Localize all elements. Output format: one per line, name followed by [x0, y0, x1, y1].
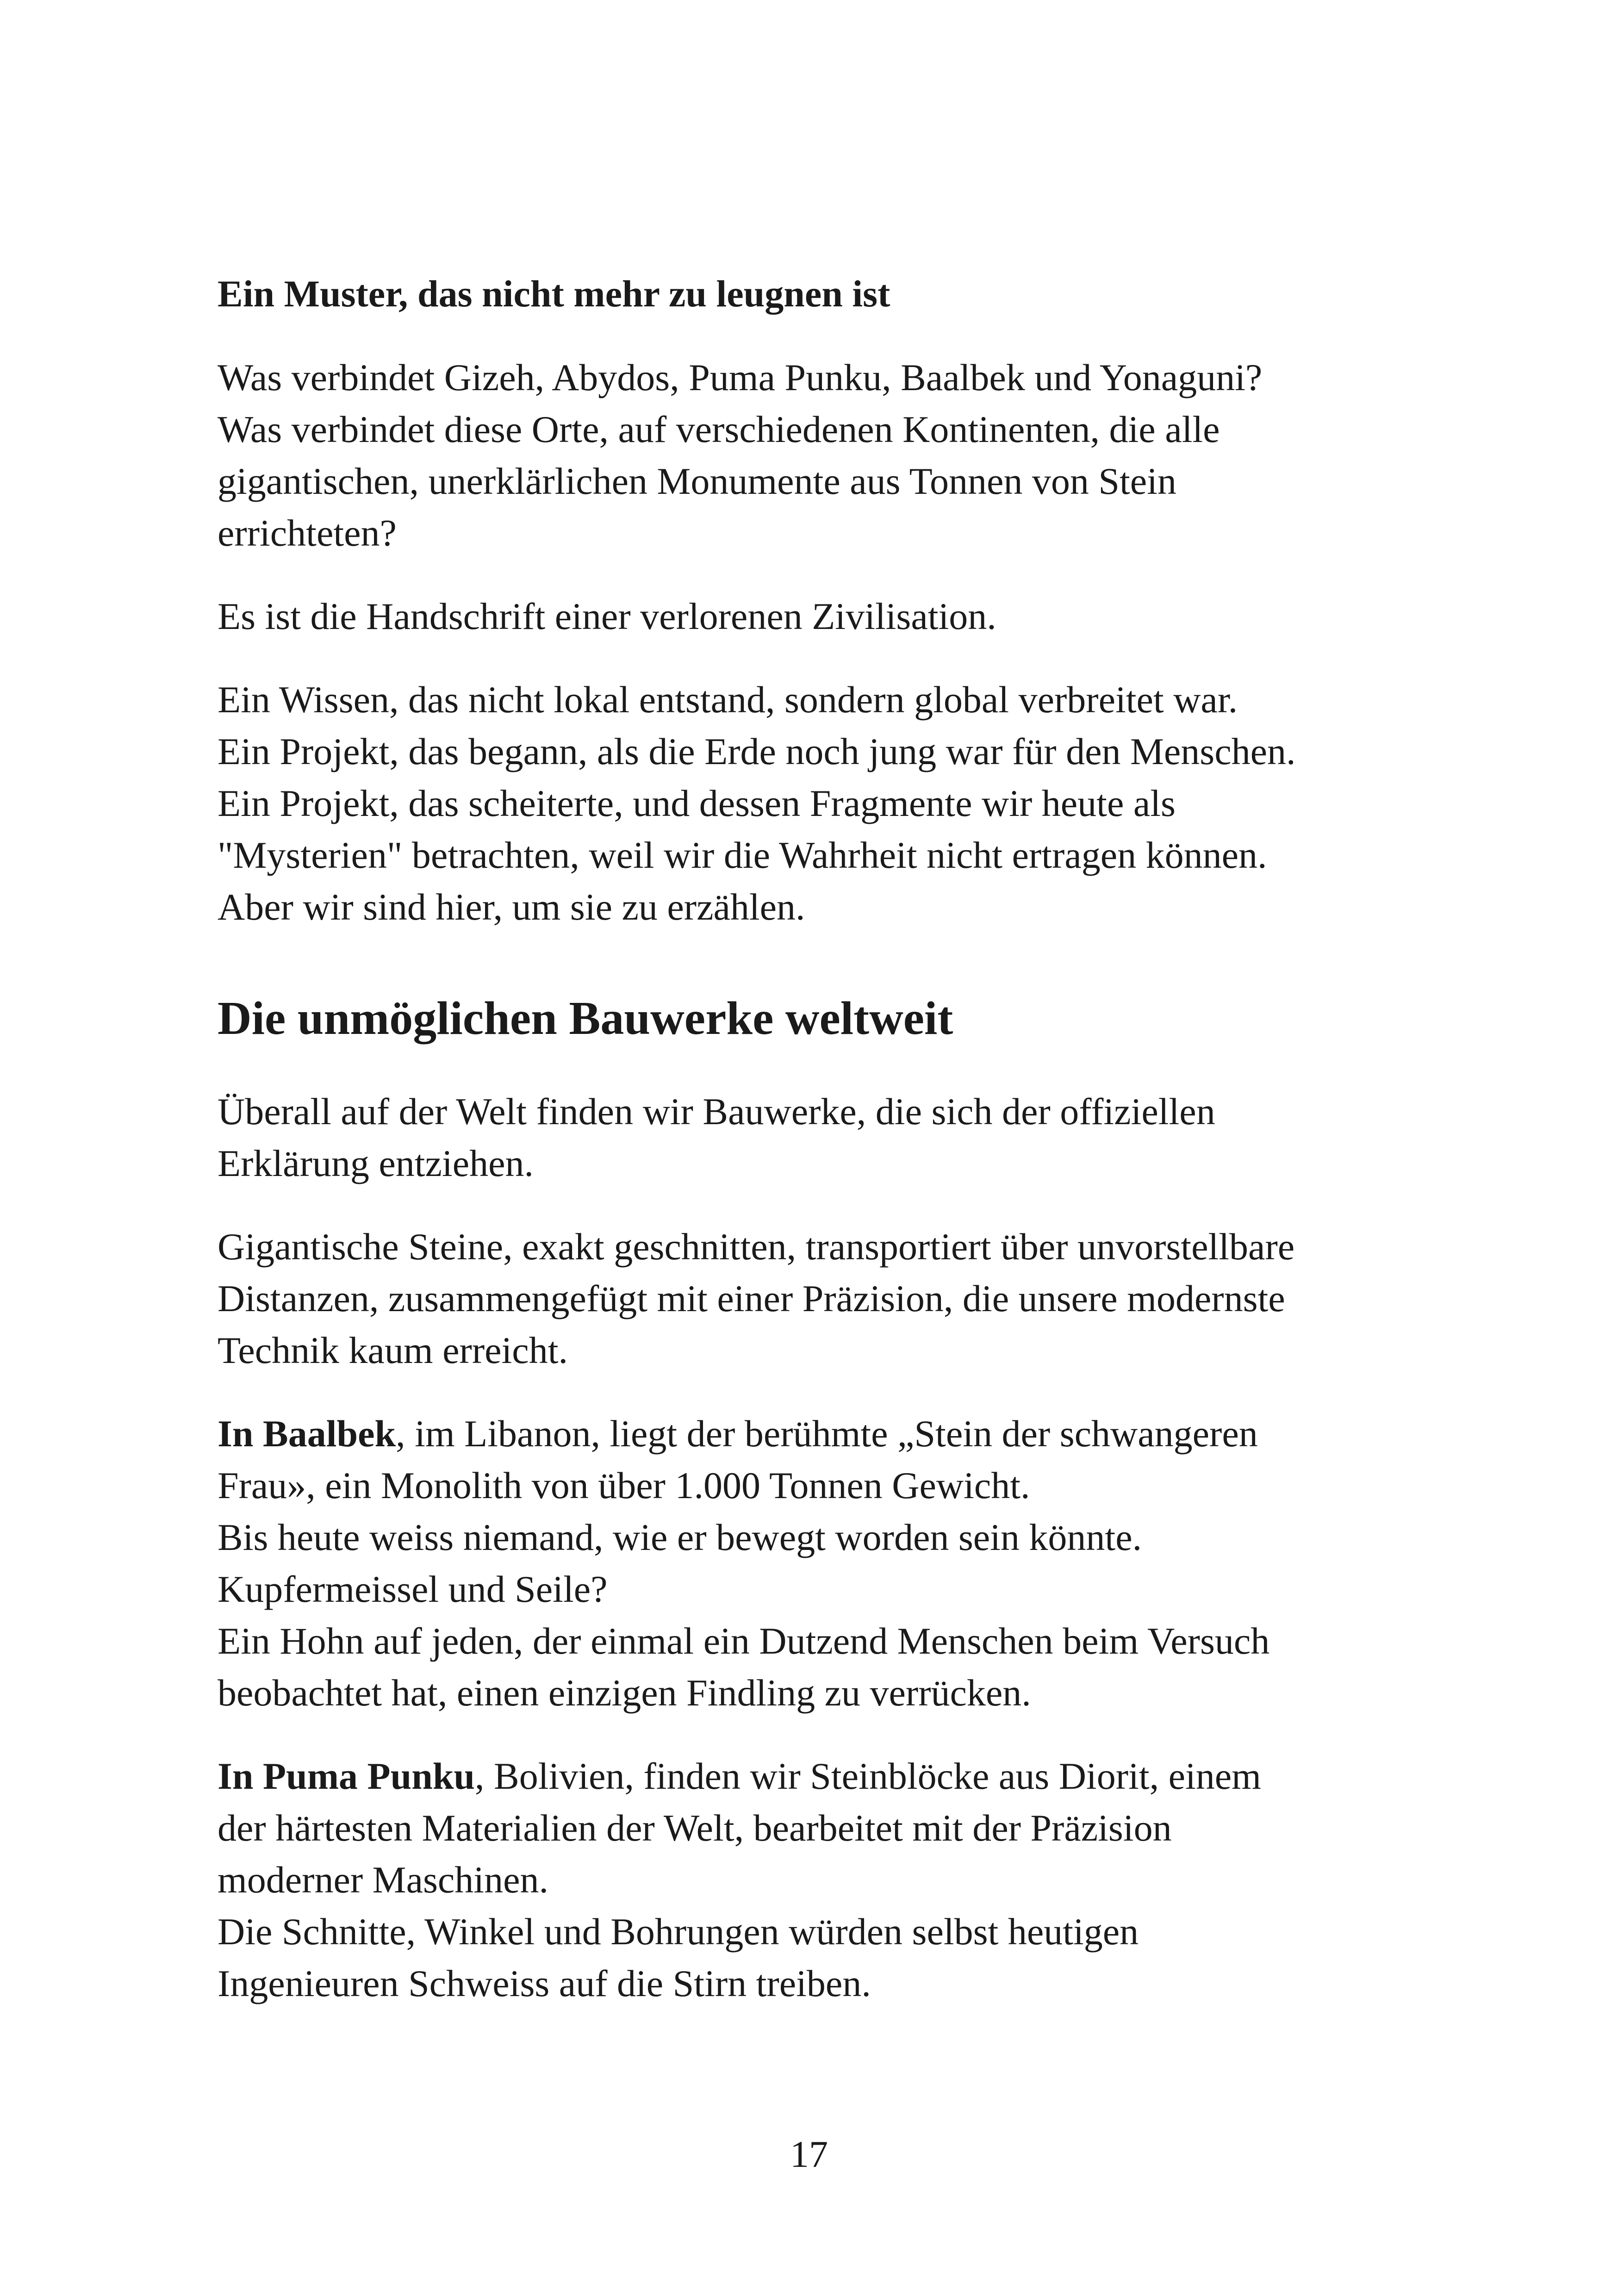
text-line: Erklärung entziehen.: [218, 1142, 534, 1184]
text-line: Kupfermeissel und Seile?: [218, 1568, 608, 1610]
paragraph-stones: [218, 1221, 1430, 1376]
text-line: Ein Projekt, das begann, als die Erde noch jung war für den Menschen.: [218, 730, 1296, 772]
text-line: der härtesten Materialien der Welt, bearbeitet mit der Präzision: [218, 1807, 1172, 1849]
text-line: Ein Hohn auf jeden, der einmal ein Dutzend Menschen beim Versuch: [218, 1620, 1270, 1662]
lead-in-puma-punku: In Puma Punku: [218, 1755, 475, 1797]
text-segment: , im Libanon, liegt der berühmte „Stein der schwangeren: [396, 1412, 1258, 1455]
page-body: [218, 268, 1430, 2041]
page-number: 17: [790, 2133, 828, 2175]
text-line: Aber wir sind hier, um sie zu erzählen.: [218, 886, 805, 928]
text-line: beobachtet hat, einen einzigen Findling zu verrücken.: [218, 1672, 1031, 1714]
text-line: "Mysterien" betrachten, weil wir die Wahrheit nicht ertragen können.: [218, 834, 1267, 876]
text-line: Überall auf der Welt finden wir Bauwerke, die sich der offiziellen: [218, 1090, 1215, 1132]
paragraph-places: [218, 352, 1430, 559]
text-line: Distanzen, zusammengefügt mit einer Präzision, die unsere modernste: [218, 1277, 1285, 1319]
text-line: Ein Wissen, das nicht lokal entstand, sondern global verbreitet war.: [218, 678, 1238, 721]
text-line: Was verbindet diese Orte, auf verschiedenen Kontinenten, die alle: [218, 408, 1220, 450]
text-segment: , Bolivien, finden wir Steinblöcke aus Diorit, einem: [475, 1755, 1261, 1797]
text-line: [218, 1750, 1430, 1802]
section-heading: Ein Muster, das nicht mehr zu leugnen ist: [218, 273, 890, 315]
text-line: moderner Maschinen.: [218, 1859, 548, 1901]
text-line: [218, 1408, 1430, 1460]
text-line: Es ist die Handschrift einer verlorenen Zivilisation.: [218, 595, 996, 637]
paragraph-knowledge: [218, 674, 1430, 933]
text-line: gigantischen, unerklärlichen Monumente aus Tonnen von Stein: [218, 460, 1176, 502]
text-line: Technik kaum erreicht.: [218, 1329, 568, 1371]
text-line: Frau», ein Monolith von über 1.000 Tonnen Gewicht.: [218, 1464, 1030, 1506]
text-line: Ein Projekt, das scheiterte, und dessen Fragmente wir heute als: [218, 782, 1176, 824]
text-line: Was verbindet Gizeh, Abydos, Puma Punku, Baalbek und Yonaguni?: [218, 356, 1263, 398]
text-line: errichteten?: [218, 512, 397, 554]
paragraph-buildings: [218, 1086, 1430, 1189]
paragraph-handwriting: [218, 591, 1430, 642]
text-line: Die Schnitte, Winkel und Bohrungen würden selbst heutigen: [218, 1910, 1139, 1953]
text-line: Bis heute weiss niemand, wie er bewegt worden sein könnte.: [218, 1516, 1142, 1558]
chapter-heading: Die unmöglichen Bauwerke weltweit: [218, 992, 953, 1045]
paragraph-baalbek: [218, 1408, 1430, 1719]
paragraph-puma-punku: [218, 1750, 1430, 2010]
lead-in-baalbek: In Baalbek: [218, 1412, 396, 1455]
text-line: Gigantische Steine, exakt geschnitten, transportiert über unvorstellbare: [218, 1226, 1295, 1268]
text-line: Ingenieuren Schweiss auf die Stirn treiben.: [218, 1962, 871, 2004]
